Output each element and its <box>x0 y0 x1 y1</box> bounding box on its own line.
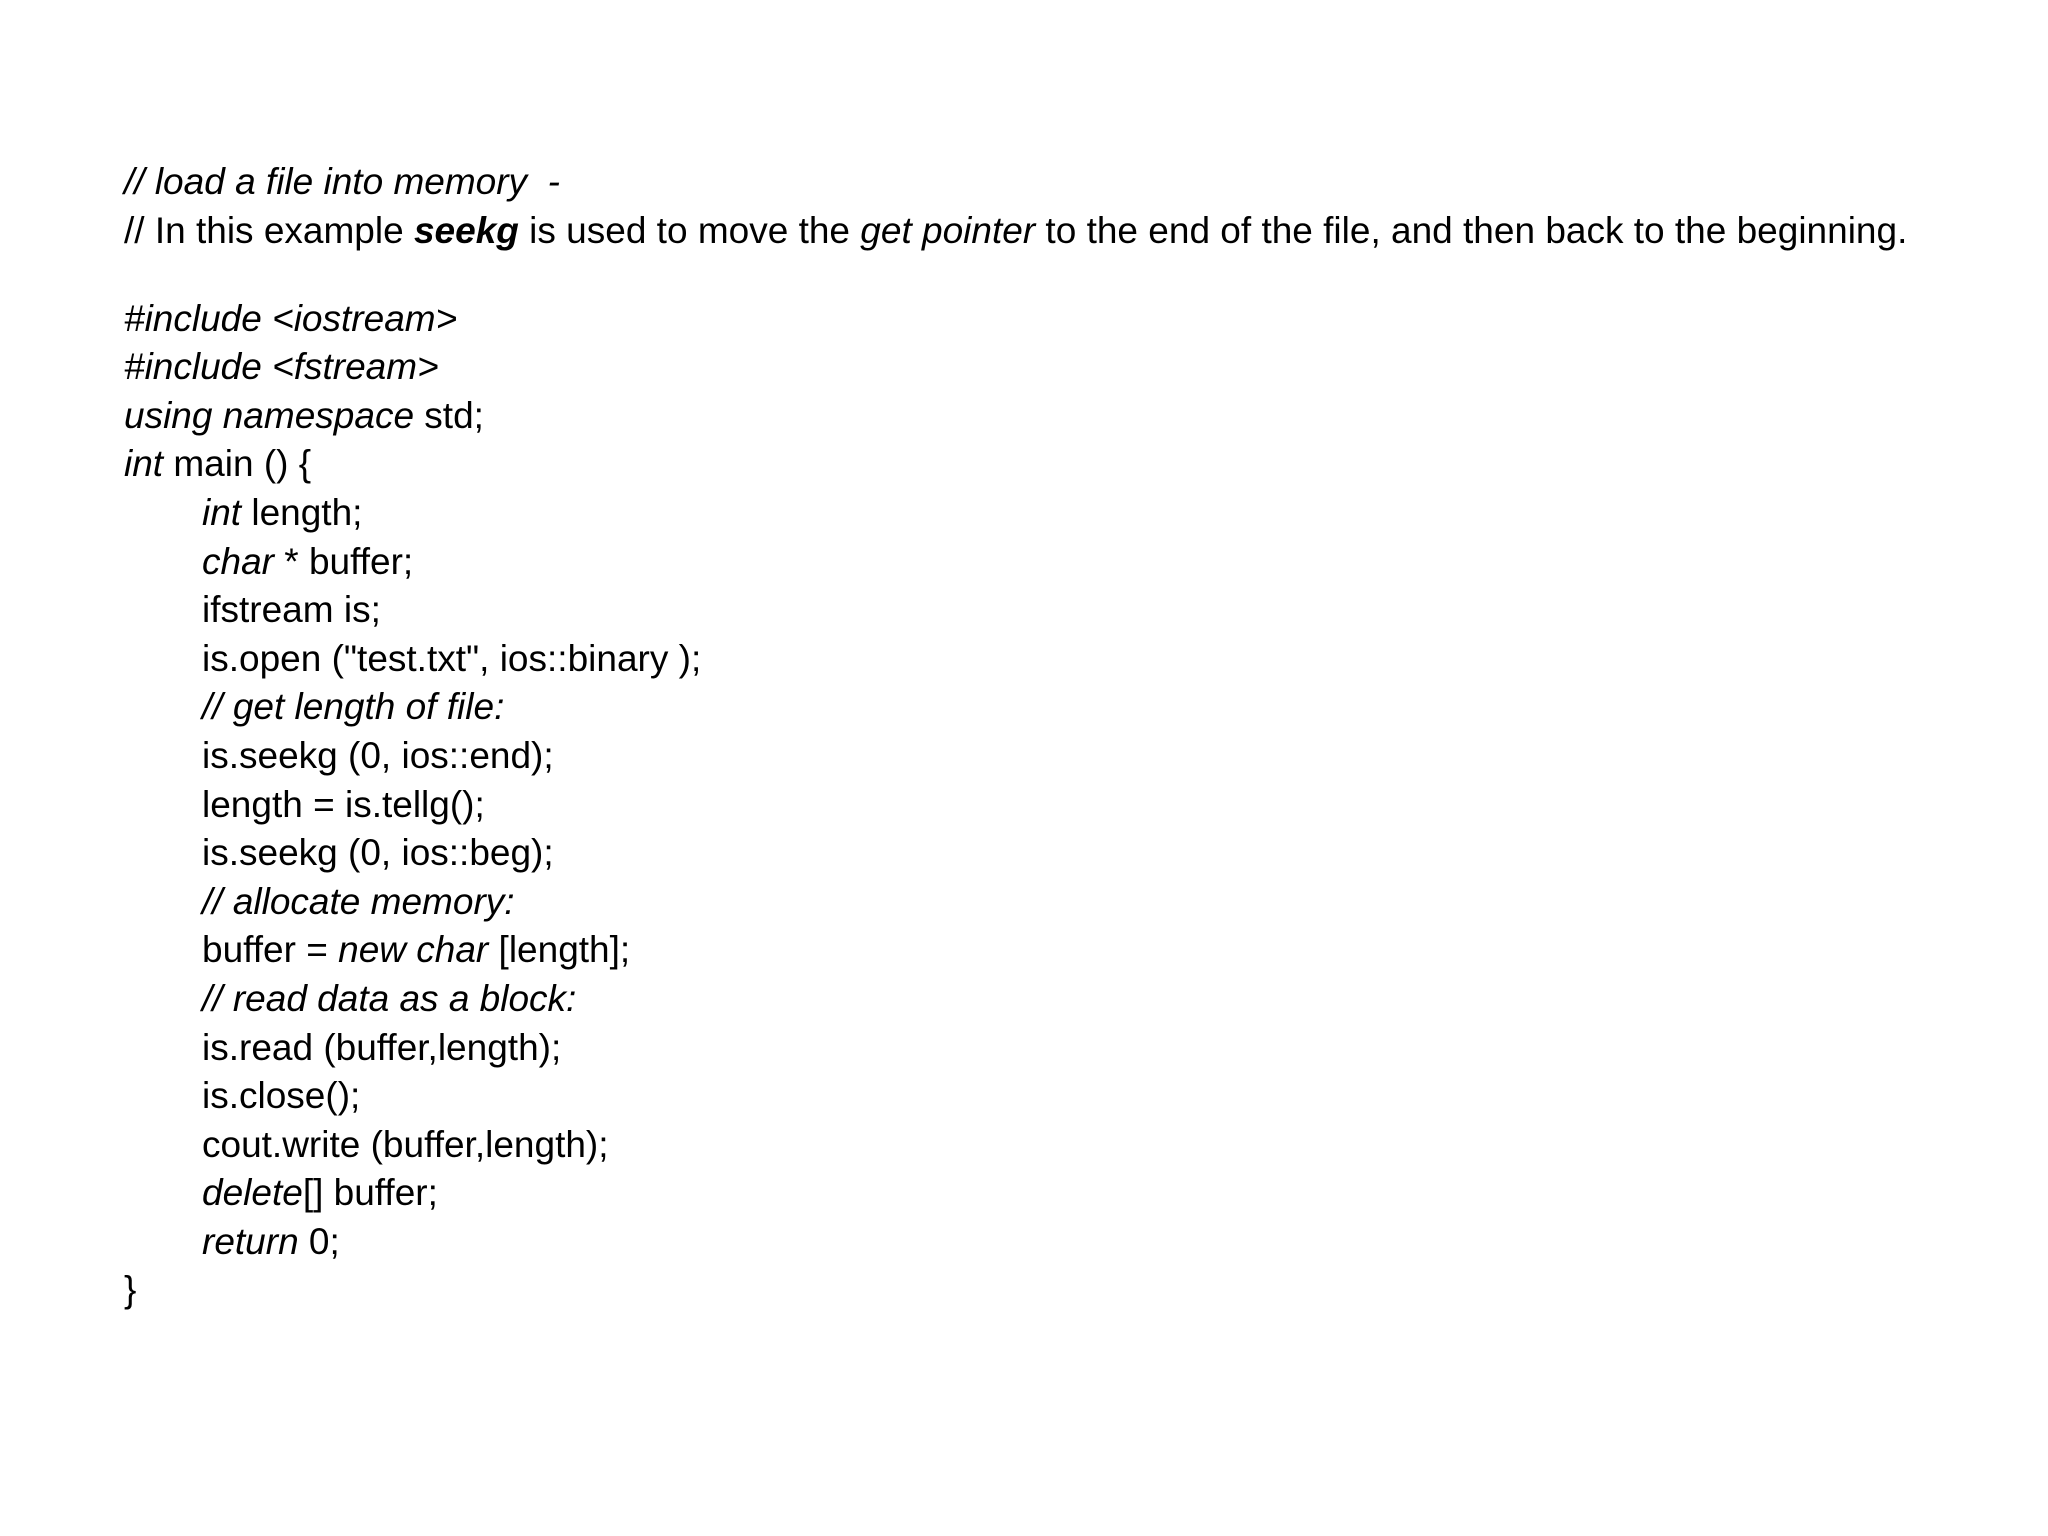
using-namespace-line <box>124 392 1924 441</box>
type-keyword: int <box>202 491 242 533</box>
main-signature-line <box>124 440 1924 489</box>
comment-title: // load a file into memory - <box>124 161 560 202</box>
comment-desc-keyword: seekg <box>413 209 519 251</box>
code-line-seekg-beg: is.seekg (0, ios::beg); <box>202 832 554 874</box>
code-text: 0; <box>298 1220 340 1262</box>
include-iostream: #include <iostream> <box>124 297 458 339</box>
blank-line <box>124 255 1924 295</box>
comment-description <box>124 211 1924 251</box>
code-text: length; <box>241 491 363 533</box>
code-line-delete <box>124 1169 1924 1218</box>
code-line-length-decl <box>124 489 1924 538</box>
code-line-cout-write: cout.write (buffer,length); <box>202 1123 609 1165</box>
code-comment-allocate: // allocate memory: <box>202 880 515 922</box>
code-line-tellg: length = is.tellg(); <box>202 783 485 825</box>
main-type-keyword: int <box>124 443 164 485</box>
type-keyword: char <box>202 540 274 582</box>
comment-desc-mid: is used to move the <box>518 209 861 251</box>
return-keyword: return <box>202 1220 299 1262</box>
using-rest: std; <box>414 394 484 436</box>
comment-desc-term: get pointer <box>860 209 1036 251</box>
code-text: [length]; <box>488 929 631 971</box>
code-comment-get-length: // get length of file: <box>202 686 505 728</box>
code-line-open: is.open ("test.txt", ios::binary ); <box>202 637 702 679</box>
code-line-read: is.read (buffer,length); <box>202 1026 562 1068</box>
code-line-seekg-end: is.seekg (0, ios::end); <box>202 734 554 776</box>
comment-desc-prefix: // In this example <box>124 209 414 251</box>
delete-keyword: delete <box>202 1172 303 1214</box>
code-line-close: is.close(); <box>202 1075 361 1117</box>
new-keyword: new char <box>338 929 489 971</box>
using-keyword: using namespace <box>124 394 415 436</box>
code-line-buffer-decl <box>124 538 1924 587</box>
comment-desc-suffix: to the end of the file, and then back to the beginning. <box>1035 209 1908 251</box>
closing-brace: } <box>124 1269 137 1311</box>
code-text: buffer = <box>202 929 339 971</box>
code-text: * buffer; <box>273 540 414 582</box>
code-line-return <box>124 1218 1924 1267</box>
code-line-new-buffer <box>124 926 1924 975</box>
include-fstream: #include <fstream> <box>124 346 439 388</box>
code-listing <box>124 158 1924 1315</box>
code-comment-read: // read data as a block: <box>202 977 577 1019</box>
code-text: [] buffer; <box>302 1172 438 1214</box>
code-line-ifstream: ifstream is; <box>202 589 381 631</box>
main-rest: main () { <box>163 443 312 485</box>
